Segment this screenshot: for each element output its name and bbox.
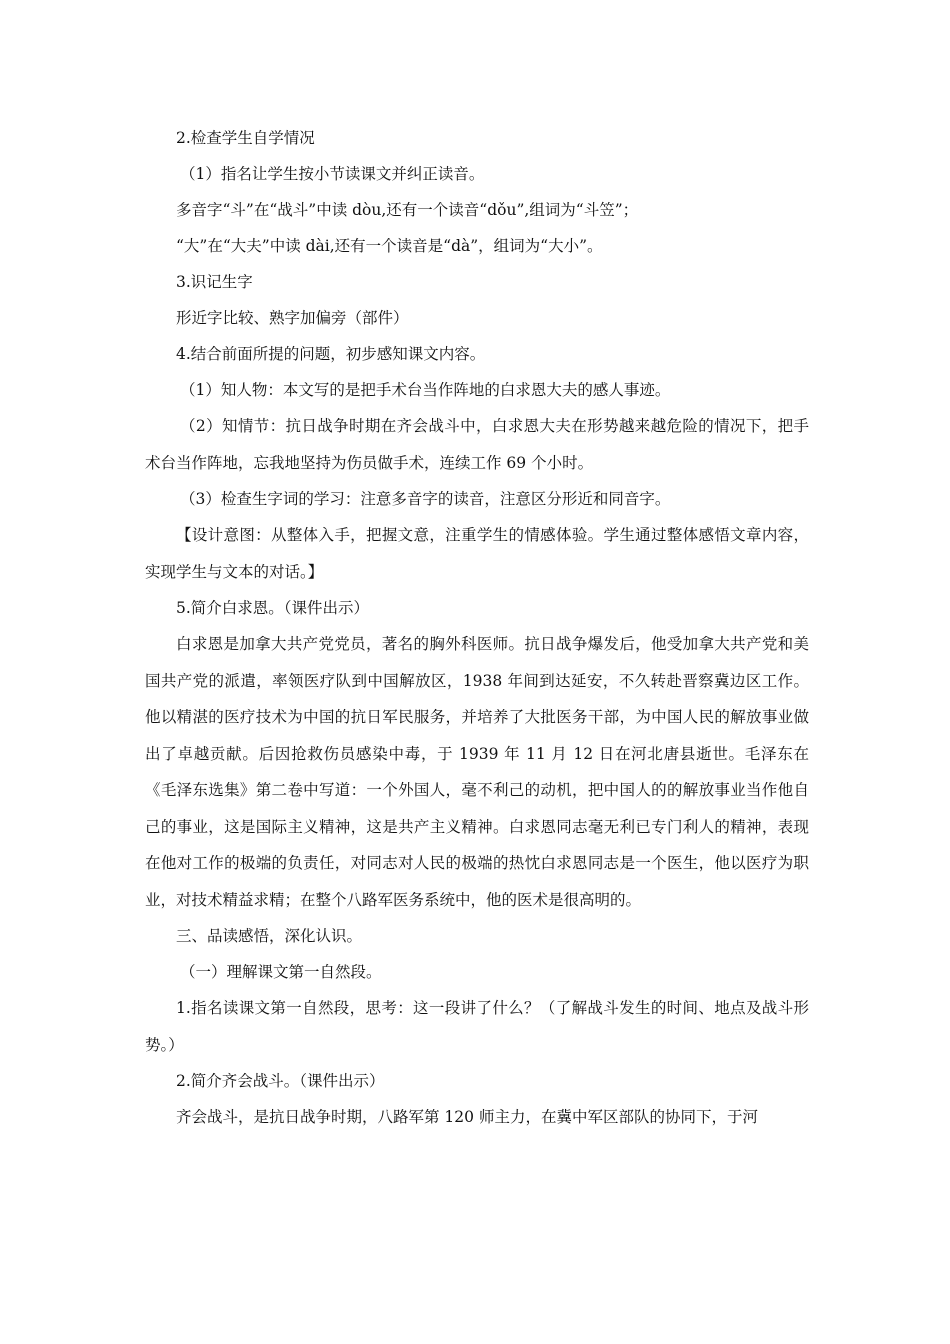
section-heading: 2.检查学生自学情况 bbox=[176, 129, 315, 147]
paragraph: 多音字“斗”在“战斗”中读 dòu,还有一个读音“dǒu”,组词为“斗笠”； bbox=[176, 201, 639, 219]
list-item: （2）知情节：抗日战争时期在齐会战斗中，白求恩大夫在形势越来越危险的情况下，把手术台当作阵地，忘我地坚持为伤员做手术，连续工作 69 个小时。 bbox=[145, 417, 809, 472]
list-item: （1）指名让学生按小节读课文并纠正读音。 bbox=[180, 165, 485, 183]
section-heading: 2.简介齐会战斗。（课件出示） bbox=[176, 1072, 385, 1090]
list-item: （1）知人物：本文写的是把手术台当作阵地的白求恩大夫的感人事迹。 bbox=[180, 381, 671, 399]
design-intent-note: 【设计意图：从整体入手，把握文意，注重学生的情感体验。学生通过整体感悟文章内容，实现学生与文本的对话。】 bbox=[145, 526, 809, 581]
paragraph: 1.指名读课文第一自然段，思考：这一段讲了什么？（了解战斗发生的时间、地点及战斗形势。） bbox=[145, 999, 809, 1054]
paragraph: “大”在“大夫”中读 dài,还有一个读音是“dà”，组词为“大小”。 bbox=[176, 237, 603, 255]
section-heading: 3.识记生字 bbox=[176, 273, 253, 291]
subsection-heading: （一）理解课文第一自然段。 bbox=[180, 963, 382, 981]
section-heading: 三、品读感悟，深化认识。 bbox=[176, 927, 363, 945]
document-body bbox=[145, 120, 809, 1135]
section-heading: 5.简介白求恩。（课件出示） bbox=[176, 599, 370, 617]
section-heading: 4.结合前面所提的问题，初步感知课文内容。 bbox=[176, 345, 486, 363]
paragraph: 形近字比较、熟字加偏旁（部件） bbox=[176, 309, 409, 327]
paragraph: 白求恩是加拿大共产党党员，著名的胸外科医师。抗日战争爆发后，他受加拿大共产党和美国共产党的派遣，率领医疗队到中国解放区，1938 年间到达延安，不久转赴晋察冀边区工作。他以精湛的医疗技术为中国的抗日军民服务，并培养了大批医务干部，为中国人民的解放事业做出了卓越贡献。后因抢救伤员感染中毒，于 1939 年 11 月 12 日在河北唐县逝世。毛泽东在《毛泽东选集》第二卷中写道：一个外国人，毫不利己的动机，把中国人的的解放事业当作他自己的事业，这是国际主义精神，这是共产主义精神。白求恩同志毫无利已专门利人的精神，表现在他对工作的极端的负责任，对同志对人民的极端的热忱白求恩同志是一个医生，他以医疗为职业，对技术精益求精；在整个八路军医务系统中，他的医术是很高明的。 bbox=[145, 635, 809, 909]
paragraph: 齐会战斗，是抗日战争时期，八路军第 120 师主力，在冀中军区部队的协同下，于河 bbox=[176, 1108, 758, 1126]
list-item: （3）检查生字词的学习：注意多音字的读音，注意区分形近和同音字。 bbox=[180, 490, 671, 508]
